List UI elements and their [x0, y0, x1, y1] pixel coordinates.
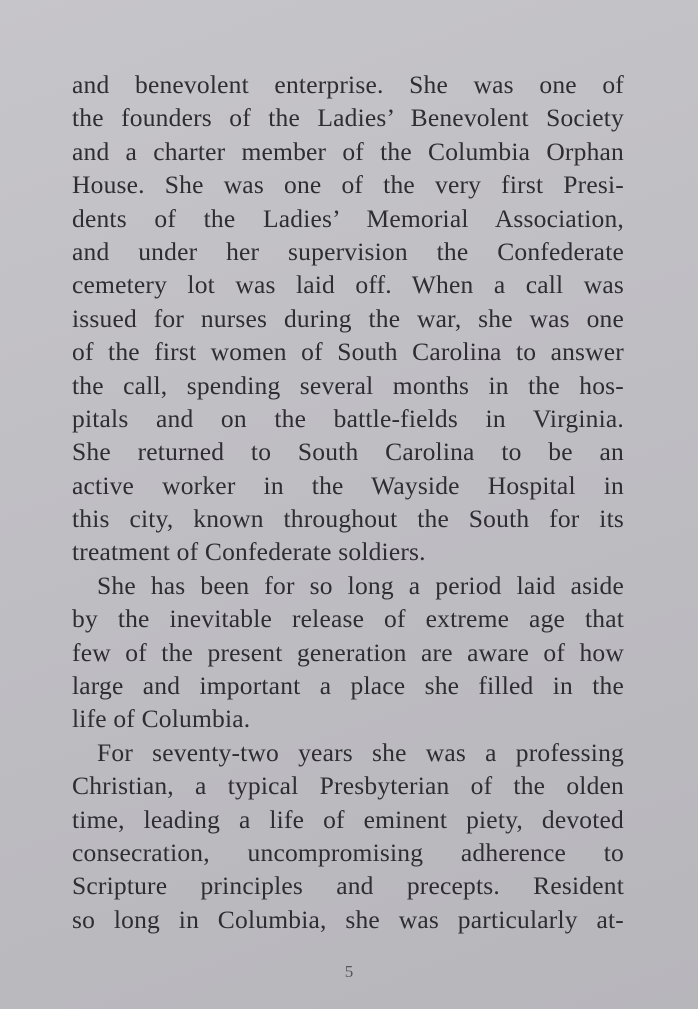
- text-line: large and important a place she filled in the: [72, 671, 624, 701]
- text-line: and under her supervision the Confederate: [72, 236, 624, 266]
- text-line: consecration, uncompromising adherence to: [72, 837, 624, 867]
- text-line: For seventy-two years she was a professing: [97, 737, 624, 767]
- text-line: life of Columbia.: [72, 704, 251, 734]
- text-line: cemetery lot was laid off. When a call was: [72, 270, 624, 300]
- paragraph: [72, 736, 624, 936]
- text-line: She has been for so long a period laid aside: [97, 570, 624, 600]
- text-line: active worker in the Wayside Hospital in: [72, 470, 624, 500]
- text-line: Scripture principles and precepts. Resident: [72, 871, 624, 901]
- text-line: the call, spending several months in the hos-: [72, 370, 624, 400]
- paragraph: [72, 569, 624, 736]
- paragraph: [72, 68, 624, 569]
- text-line: and a charter member of the Columbia Orphan: [72, 136, 624, 166]
- body-text: [72, 68, 624, 936]
- text-line: She returned to South Carolina to be an: [72, 437, 624, 467]
- text-line: so long in Columbia, she was particularly at-: [72, 904, 624, 934]
- text-line: few of the present generation are aware of how: [72, 637, 624, 667]
- text-line: Christian, a typical Presbyterian of the olden: [72, 771, 624, 801]
- text-line: issued for nurses during the war, she was one: [72, 303, 624, 333]
- text-line: by the inevitable release of extreme age that: [72, 604, 624, 634]
- text-line: pitals and on the battle-fields in Virginia.: [72, 403, 624, 433]
- page-number: 5: [344, 962, 354, 981]
- text-line: House. She was one of the very first Presi-: [72, 170, 624, 200]
- text-line: the founders of the Ladies’ Benevolent Society: [72, 103, 624, 133]
- text-line: of the first women of South Carolina to answer: [72, 337, 624, 367]
- text-line: and benevolent enterprise. She was one of: [72, 70, 624, 99]
- text-line: dents of the Ladies’ Memorial Association,: [72, 203, 624, 233]
- text-line: treatment of Confederate soldiers.: [72, 537, 426, 567]
- text-line: time, leading a life of eminent piety, devoted: [72, 804, 624, 834]
- text-line: this city, known throughout the South for its: [72, 504, 624, 534]
